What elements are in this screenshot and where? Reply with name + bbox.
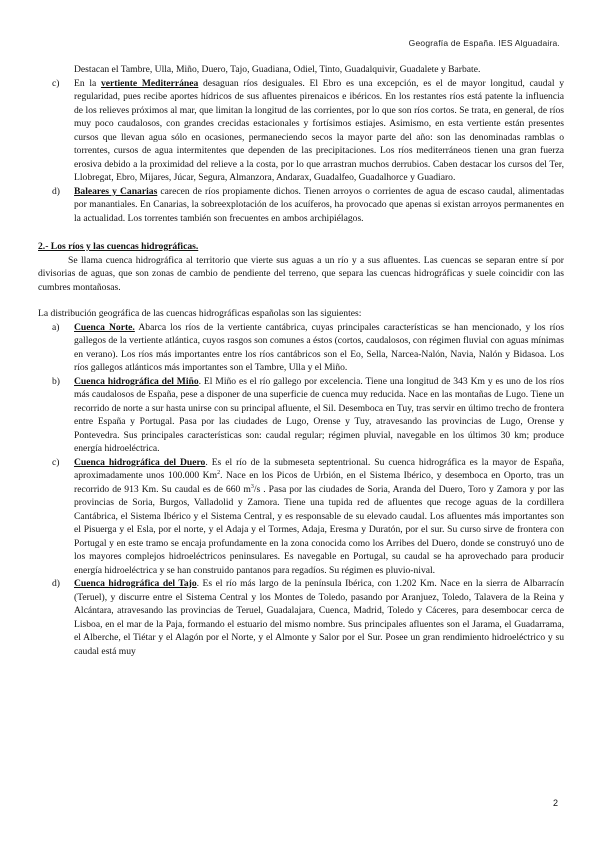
section-title: 2.- Los ríos y las cuencas hidrográficas.: [38, 241, 199, 252]
list-item-text: . Es el río más largo de la península Ibérica, con 1.202 Km. Nace en la sierra de Albarracín (Teruel), y discurre entre el Sistema Central y los Montes de Toledo, pasando por Aranjuez, Toledo, Talavera de la Reina y Alcántara, atravesando las provincias de Teruel, Guadalajara, Cuenca, Madrid, Toledo y Cáceres, para desembocar cerca de Lisboa, en el mar de la Paja, formando el estuario del mismo nombre. Sus principales afluentes son el Jarama, el Guadarrama, el Alberche, el Tiétar y el Alagón por el Norte, y el Almonte y Salor por el Sur. Posee un gran rendimiento hidroeléctrico y su caudal está muy: [74, 578, 564, 657]
list-item-text: . El Miño es el río gallego por excelencia. Tiene una longitud de 343 Km y es uno de los ríos más caudalosos de España, pese a disponer de una superficie de cuenca muy reducida. Nace en las montañas de Lugo. Tiene un recorrido de norte a sur hasta unirse con su principal afluente, el Sil. Desemboca en Tuy, tras servir en último trecho de frontera entre España y Portugal. Pasa por las ciudades de Lugo, Orense y Tuy, atravesando las provincias de Lugo, Orense y Pontevedra. Sus principales características son: caudal regular; régimen pluvial, navegable en los últimos 30 km; produce energía hidroeléctrica.: [74, 375, 564, 454]
list-label: d): [52, 185, 60, 197]
list-item-text: Abarca los ríos de la vertiente cantábrica, cuyas principales características se han mencionado, y los ríos gallegos de la vertiente atlántica, cuyos rasgos son comunes a éstos (cortos, caudalosos, con régimen fluvial con aguas mínimas en verano). Los ríos más importantes entre los ríos cantábricos son el Eo, Sella, Narcea-Nalón, Navia, Nalón y Bidasoa. Los ríos gallegos atlánticos más importantes son el Tambre, Ulla y el Miño.: [74, 321, 564, 373]
list-label: b): [52, 375, 60, 387]
list-item-text: /s . Pasa por las ciudades de Soria, Aranda del Duero, Toro y Zamora y por las provincias de Soria, Burgos, Valladolid y Zamora. Tiene una tupida red de afluentes que recoge aguas de la cordillera Cantábrica, el Sistema Ibérico y el Sistema Central, y es responsable de su elevado caudal. Los afluentes más importantes son el Pisuerga y el Esla, por el norte, y el Adaja y el Tormes, Adaja, Eresma y Duratón, por el sur. Su curso sirve de frontera con Portugal y en este tramo se encaja profundamente en la zona conocida como los Arribes del Duero, donde se construyó uno de los mayores complejos hidroeléctricos peninsulares. Es navegable en Portugal, su caudal se ha aprovechado para producir energía hidroeléctrica y se han construido pantanos para regadíos. Su régimen es pluvio-nival.: [74, 483, 564, 576]
list-item-pre: En la: [74, 77, 101, 89]
list-item-cuenca-norte: [38, 321, 564, 375]
list-item-baleares-canarias: [38, 185, 564, 226]
term-cuenca-duero: Cuenca hidrográfica del Duero: [74, 456, 206, 468]
list-item-text: carecen de ríos propiamente dichos. Tienen arroyos o corrientes de agua de escaso caudal, alimentadas por manantiales. En Canarias, la sobreexplotación de los acuíferos, ha provocado que apenas si existan arroyos permanentes en la actualidad. Los torrentes también son frecuentes en ambos archipiélagos.: [74, 185, 564, 224]
list-item-cuenca-mino: [38, 375, 564, 456]
section-lead: La distribución geográfica de las cuencas hidrográficas españolas son las siguientes:: [38, 308, 362, 319]
list-item-text: . Nace en los Picos de Urbión, en el Sistema Ibérico, y desemboca en Oporto, tras un recorrido de 913 Km. Su caudal es de 660 m: [74, 470, 564, 495]
page-header: Geografía de España. IES Alguadaira.: [408, 38, 560, 48]
superscript: 2: [217, 469, 221, 476]
list-item-text: desaguan ríos desiguales. El Ebro es una excepción, es el de mayor longitud, caudal y regularidad, pues recibe aportes hídricos de sus afluentes pirenaicos e ibéricos. En los restantes ríos está patente la influencia de los relieves próximos al mar, que limitan la longitud de las corrientes, por lo que son ríos cortos. Se trata, en general, de ríos muy poco caudalosos, con grandes crecidas estacionales y fortísimos estiajes. Asimismo, en esta vertiente están presentes cursos que llevan agua sólo en ocasiones, permaneciendo secos la mayor parte del año: son las denominadas ramblas o torrentes, cursos de agua intermitentes que dependen de las precipitaciones. Los ríos mediterráneos tienen una gran fuerza erosiva debido a la proximidad del relieve a la costa, por lo que arrastran muchos derrubios. Caben destacar los cursos del Ter, Llobregat, Ebro, Mijares, Júcar, Segura, Almanzora, Andarax, Guadalfeo, Guadalhorce y Guadiaro.: [74, 77, 564, 183]
document-body: [38, 63, 564, 658]
section-paragraph: Se llama cuenca hidrográfica al territorio que vierte sus aguas a un río y a sus afluentes. Las cuencas se separan entre sí por divisorias de aguas, que son zonas de cambio de pendiente del terreno, que separa las cuencas hidrográficas y suele coincidir con las cumbres montañosas.: [38, 254, 564, 293]
term-cuenca-mino: Cuenca hidrográfica del Miño: [74, 375, 199, 387]
superscript: 3: [250, 483, 254, 490]
term-baleares-canarias: Baleares y Canarias: [74, 185, 158, 197]
term-cuenca-tajo: Cuenca hidrográfica del Tajo: [74, 578, 197, 589]
term-vertiente-mediterranea: vertiente Mediterránea: [100, 77, 199, 89]
list-label: a): [52, 321, 60, 333]
list-item-cuenca-tajo: [38, 577, 564, 658]
list-item-cuenca-duero: [38, 456, 564, 578]
list-item-text: . Es el río de la submeseta septentrional. Su cuenca hidrográfica es la mayor de España, aproximadamente unos 100.000 Km: [74, 456, 564, 481]
list-label: c): [52, 456, 60, 468]
page-number: 2: [552, 798, 558, 808]
list-label: d): [52, 578, 60, 589]
list-label: c): [52, 77, 60, 89]
intro-line: Destacan el Tambre, Ulla, Miño, Duero, Tajo, Guadiana, Odiel, Tinto, Guadalquivir, Guadalete y Barbate.: [74, 64, 481, 75]
term-cuenca-norte: Cuenca Norte.: [74, 321, 135, 333]
list-item-vertiente-mediterranea: [38, 77, 564, 185]
